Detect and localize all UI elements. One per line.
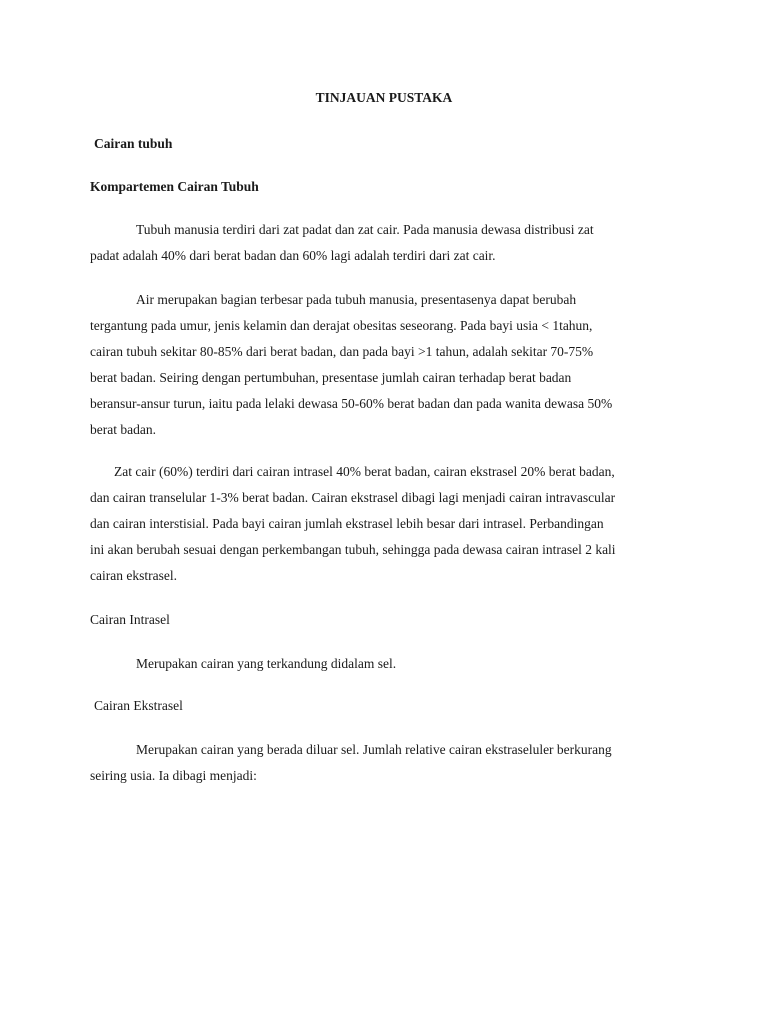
paragraph-line: padat adalah 40% dari berat badan dan 60% lagi adalah terdiri dari zat cair. <box>90 248 496 263</box>
section-heading-cairan-tubuh: Cairan tubuh <box>94 136 173 151</box>
paragraph-line: tergantung pada umur, jenis kelamin dan derajat obesitas seseorang. Pada bayi usia < 1tahun, <box>90 318 593 333</box>
paragraph-line: cairan tubuh sekitar 80-85% dari berat badan, dan pada bayi >1 tahun, adalah sekitar 70-75% <box>90 344 594 359</box>
paragraph-line: cairan ekstrasel. <box>90 568 177 583</box>
heading-cairan-ekstrasel: Cairan Ekstrasel <box>94 698 183 713</box>
paragraph-line: Merupakan cairan yang berada diluar sel. Jumlah relative cairan ekstraseluler berkurang <box>136 742 612 757</box>
paragraph-air <box>90 287 680 443</box>
paragraph-intrasel <box>90 651 680 677</box>
heading-cairan-intrasel: Cairan Intrasel <box>90 612 170 627</box>
paragraph-line: Tubuh manusia terdiri dari zat padat dan zat cair. Pada manusia dewasa distribusi zat <box>136 222 594 237</box>
paragraph-line: Zat cair (60%) terdiri dari cairan intrasel 40% berat badan, cairan ekstrasel 20% berat badan, <box>114 464 615 479</box>
paragraph-distribusi <box>90 217 680 269</box>
paragraph-line: dan cairan interstisial. Pada bayi cairan jumlah ekstrasel lebih besar dari intrasel. Perbandingan <box>90 516 604 531</box>
paragraph-zat-cair <box>90 459 680 589</box>
paragraph-line: ini akan berubah sesuai dengan perkembangan tubuh, sehingga pada dewasa cairan intrasel 2 kali <box>90 542 616 557</box>
paragraph-line: beransur-ansur turun, iaitu pada lelaki dewasa 50-60% berat badan dan pada wanita dewasa 50% <box>90 396 613 411</box>
page-title: TINJAUAN PUSTAKA <box>315 90 453 105</box>
paragraph-line: Air merupakan bagian terbesar pada tubuh manusia, presentasenya dapat berubah <box>136 292 577 307</box>
paragraph-line: Merupakan cairan yang terkandung didalam sel. <box>136 656 397 671</box>
paragraph-ekstrasel <box>90 737 680 789</box>
paragraph-line: berat badan. <box>90 422 156 437</box>
paragraph-line: seiring usia. Ia dibagi menjadi: <box>90 768 257 783</box>
paragraph-line: berat badan. Seiring dengan pertumbuhan, presentase jumlah cairan terhadap berat badan <box>90 370 572 385</box>
subheading-kompartemen: Kompartemen Cairan Tubuh <box>90 179 259 194</box>
paragraph-line: dan cairan transelular 1-3% berat badan. Cairan ekstrasel dibagi lagi menjadi cairan intravascular <box>90 490 616 505</box>
